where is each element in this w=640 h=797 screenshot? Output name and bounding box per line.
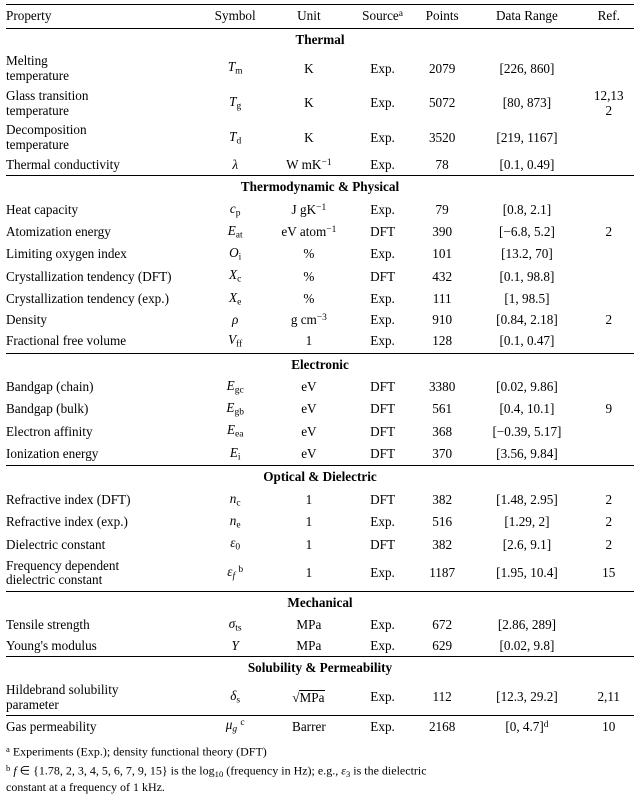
section-header-optical xyxy=(6,466,634,489)
cell-source: Exp. xyxy=(370,689,395,705)
cell-symbol: $E_{at}$ xyxy=(227,222,243,241)
cell-property: Electron affinity xyxy=(6,423,93,439)
cell-ref: 2,11 xyxy=(597,689,621,705)
col-header-points: Points xyxy=(414,5,471,29)
table-row xyxy=(6,637,634,657)
properties-table xyxy=(6,4,634,738)
cell-range: [12.3, 29.2] xyxy=(496,689,558,705)
cell-points: 2168 xyxy=(414,715,471,738)
table-row xyxy=(6,399,634,421)
cell-source: Exp. xyxy=(370,617,395,633)
cell-symbol: ρ xyxy=(232,311,239,327)
cell-source: Exp. xyxy=(370,290,395,306)
cell-points: 382 xyxy=(432,491,453,507)
cell-ref xyxy=(583,376,634,398)
section-header-solubility xyxy=(6,657,634,680)
cell-symbol: $\sigma_{ts}$ xyxy=(228,615,242,634)
cell-property: Tensile strength xyxy=(6,617,90,633)
cell-property: Refractive index (exp.) xyxy=(6,514,128,530)
cell-ref xyxy=(583,244,634,266)
cell-points: 382 xyxy=(432,536,453,552)
cell-symbol: $E_{ea}$ xyxy=(226,422,244,440)
cell-ref xyxy=(583,637,634,657)
cell-range: [−0.39, 5.17] xyxy=(492,423,562,439)
cell-range: [0.1, 98.8] xyxy=(499,268,555,284)
col-header-ref: Ref. xyxy=(583,5,634,29)
section-header-thermal xyxy=(6,29,634,52)
cell-symbol: $\mu_g$ $^c$ xyxy=(204,715,267,738)
cell-symbol: $V_{ff}$ xyxy=(228,331,243,350)
cell-ref xyxy=(583,443,634,466)
cell-range: [0.1, 0.47] xyxy=(499,332,555,348)
cell-symbol: $T_g$ xyxy=(229,93,242,112)
cell-unit: √MPa xyxy=(292,689,325,705)
table-row xyxy=(6,199,634,221)
cell-range: [2.6, 9.1] xyxy=(502,536,552,552)
section-title: Thermal xyxy=(6,29,634,52)
cell-property: Bandgap (bulk) xyxy=(6,401,89,417)
table-row xyxy=(6,155,634,175)
cell-symbol: $X_c$ xyxy=(229,267,242,286)
cell-ref: 2 xyxy=(605,536,613,552)
cell-source: Exp. xyxy=(370,201,395,217)
cell-symbol: $T_m$ xyxy=(227,59,243,78)
cell-symbol: $n_e$ xyxy=(229,512,241,531)
footnote-a: $^a$ Experiments (Exp.); density functional theory (DFT) xyxy=(6,744,267,759)
cell-ref: 15 xyxy=(602,564,616,580)
table-row xyxy=(6,330,634,353)
section-header-thermodynamic xyxy=(6,176,634,199)
cell-ref xyxy=(583,266,634,288)
cell-symbol: $X_e$ xyxy=(229,289,242,308)
cell-unit: eV xyxy=(301,445,317,461)
cell-property: Limiting oxygen index xyxy=(6,246,127,262)
cell-ref xyxy=(583,288,634,310)
cell-symbol: λ xyxy=(232,156,239,172)
cell-ref: 2 xyxy=(605,311,613,327)
cell-points: 128 xyxy=(432,332,453,348)
cell-points: 3380 xyxy=(428,379,456,395)
cell-property: Dielectric constant xyxy=(6,536,106,552)
cell-range: [1, 98.5] xyxy=(504,290,550,306)
cell-property: Refractive index (DFT) xyxy=(6,491,131,507)
cell-points: 910 xyxy=(432,311,453,327)
cell-points: 111 xyxy=(432,290,452,306)
cell-source: Exp. xyxy=(370,60,395,76)
col-header-property: Property xyxy=(6,5,204,29)
cell-symbol: Y xyxy=(231,638,239,654)
table-row xyxy=(6,534,634,556)
cell-points: 3520 xyxy=(428,129,456,145)
table-row xyxy=(6,556,634,591)
cell-source: Exp. xyxy=(370,564,395,580)
section-title: Thermodynamic & Physical xyxy=(6,176,634,199)
cell-property: Hildebrand solubility parameter xyxy=(6,681,119,712)
cell-property: Atomization energy xyxy=(6,224,111,240)
table-row xyxy=(6,288,634,310)
cell-property: Ionization energy xyxy=(6,445,99,461)
cell-unit: 1 xyxy=(305,332,313,348)
cell-range: [0.1, 0.49] xyxy=(499,156,555,172)
cell-ref xyxy=(583,421,634,443)
col-header-source: Source$^a$ xyxy=(351,5,414,29)
cell-symbol: $n_c$ xyxy=(229,490,241,509)
table-row xyxy=(6,244,634,266)
cell-points: 432 xyxy=(432,268,453,284)
table-row xyxy=(6,121,634,156)
cell-unit: 1 xyxy=(305,514,313,530)
cell-source: DFT xyxy=(370,445,396,461)
cell-source: Exp. xyxy=(370,156,395,172)
cell-points: 5072 xyxy=(428,95,456,111)
cell-points: 112 xyxy=(432,689,452,705)
cell-points: 2079 xyxy=(428,60,456,76)
cell-ref xyxy=(583,199,634,221)
cell-source: DFT xyxy=(370,401,396,417)
cell-symbol: $O_i$ xyxy=(229,245,242,263)
cell-source: Exp. xyxy=(370,311,395,327)
table-row xyxy=(6,221,634,243)
cell-range: [219, 1167] xyxy=(496,129,558,145)
cell-source: Exp. xyxy=(370,129,395,145)
cell-property: Decomposition temperature xyxy=(6,122,87,153)
table-row xyxy=(6,376,634,398)
table-row xyxy=(6,266,634,288)
cell-ref: 2 xyxy=(605,514,613,530)
cell-symbol: $E_{gc}$ xyxy=(226,377,244,396)
table-row xyxy=(6,680,634,715)
cell-source: Exp. xyxy=(370,332,395,348)
cell-unit: g $cm^{-3}$ xyxy=(290,311,327,327)
cell-unit: eV atom$^{-1}$ xyxy=(281,224,337,240)
cell-unit: eV xyxy=(301,379,317,395)
table-row xyxy=(6,614,634,636)
cell-property: Heat capacity xyxy=(6,201,79,217)
cell-symbol: $\varepsilon_f$ $^b$ xyxy=(227,563,244,582)
cell-symbol: $c_p$ xyxy=(229,200,241,219)
cell-ref: 9 xyxy=(605,401,613,417)
cell-unit: W $mK^{-1}$ xyxy=(286,156,332,172)
cell-points: 516 xyxy=(432,514,453,530)
table-body xyxy=(6,29,634,739)
cell-range: [1.29, 2] xyxy=(504,514,550,530)
cell-unit: % xyxy=(303,290,315,306)
cell-ref xyxy=(583,155,634,175)
section-title: Mechanical xyxy=(6,591,634,614)
cell-property: Density xyxy=(6,311,48,327)
cell-property: Fractional free volume xyxy=(6,332,127,348)
cell-ref xyxy=(583,52,634,87)
section-title: Optical & Dielectric xyxy=(6,466,634,489)
cell-unit: MPa xyxy=(296,638,322,654)
table-row xyxy=(6,511,634,533)
cell-ref: 2 xyxy=(605,224,613,240)
cell-points: 561 xyxy=(432,401,453,417)
table-row xyxy=(6,421,634,443)
cell-unit: K xyxy=(304,129,314,145)
cell-ref xyxy=(583,614,634,636)
cell-property: Crystallization tendency (exp.) xyxy=(6,290,169,306)
cell-unit: 1 xyxy=(305,491,313,507)
cell-range: [0.8, 2.1] xyxy=(502,201,552,217)
section-title: Solubility & Permeability xyxy=(6,657,634,680)
cell-property: Frequency dependent dielectric constant xyxy=(6,557,120,588)
cell-source: DFT xyxy=(370,423,396,439)
cell-property: Crystallization tendency (DFT) xyxy=(6,268,172,284)
table-row xyxy=(6,715,634,738)
cell-unit: K xyxy=(304,60,314,76)
cell-range: [80, 873] xyxy=(502,95,552,111)
cell-range: [−6.8, 5.2] xyxy=(499,224,555,240)
cell-unit: MPa xyxy=(296,617,322,633)
cell-points: 390 xyxy=(432,224,453,240)
cell-unit: K xyxy=(304,95,314,111)
cell-range: [0.02, 9.8] xyxy=(499,638,555,654)
cell-points: 1187 xyxy=(429,564,456,580)
cell-points: 629 xyxy=(432,638,453,654)
footnote-b: $^b$ f ∈ {1.78, 2, 3, 4, 5, 6, 7, 9, 15} is the $\log_{10}$ (frequency in Hz); e.g., $\varepsilon_3$ is the dielectric constant at a frequency of 1 kHz. xyxy=(6,762,427,794)
cell-source: DFT xyxy=(370,536,396,552)
cell-ref: 2 xyxy=(605,491,613,507)
section-header-electronic xyxy=(6,353,634,376)
section-header-mechanical xyxy=(6,591,634,614)
table-row xyxy=(6,86,634,121)
cell-symbol: $\delta_s$ xyxy=(230,687,241,706)
cell-range: [2.86, 289] xyxy=(497,617,557,633)
cell-symbol: $T_d$ xyxy=(229,128,242,147)
cell-range: [0.02, 9.86] xyxy=(496,379,558,395)
cell-property: Glass transition temperature xyxy=(6,87,89,118)
cell-source: Exp. xyxy=(370,514,395,530)
cell-property: Melting temperature xyxy=(6,53,69,84)
cell-ref: 10 xyxy=(583,715,634,738)
table-row xyxy=(6,443,634,466)
cell-points: 78 xyxy=(435,156,449,172)
cell-source: DFT xyxy=(370,379,396,395)
cell-symbol: $E_{gb}$ xyxy=(226,400,244,418)
cell-source: Exp. xyxy=(370,638,395,654)
section-title: Electronic xyxy=(6,353,634,376)
cell-unit: 1 xyxy=(305,564,313,580)
cell-unit: 1 xyxy=(305,536,313,552)
cell-unit: % xyxy=(303,246,315,262)
col-header-unit: Unit xyxy=(266,5,351,29)
table-footnotes xyxy=(6,743,634,797)
cell-source: Exp. xyxy=(351,715,414,738)
cell-source: DFT xyxy=(370,491,396,507)
cell-source: DFT xyxy=(370,268,396,284)
cell-property: Young's modulus xyxy=(6,638,97,654)
cell-property: Thermal conductivity xyxy=(6,156,120,172)
cell-range: [1.48, 2.95] xyxy=(496,491,558,507)
cell-unit: eV xyxy=(301,423,317,439)
col-header-symbol: Symbol xyxy=(204,5,267,29)
cell-property: Gas permeability xyxy=(6,715,204,738)
cell-source: Exp. xyxy=(370,246,395,262)
cell-ref xyxy=(583,330,634,353)
cell-unit: % xyxy=(303,268,315,284)
cell-range: [226, 860] xyxy=(499,60,555,76)
col-header-range: Data Range xyxy=(470,5,583,29)
cell-range: [3.56, 9.84] xyxy=(496,445,558,461)
cell-source: Exp. xyxy=(370,95,395,111)
cell-ref xyxy=(583,121,634,156)
cell-symbol: $E_i$ xyxy=(229,444,241,463)
cell-symbol: $\varepsilon_0$ xyxy=(230,535,241,553)
table-row xyxy=(6,310,634,330)
cell-points: 368 xyxy=(432,423,453,439)
cell-range: [0.4, 10.1] xyxy=(499,401,555,417)
cell-unit: J $gK^{-1}$ xyxy=(291,201,327,217)
cell-ref: 12,13 2 xyxy=(593,87,624,118)
cell-range: [1.95, 10.4] xyxy=(496,564,558,580)
cell-property: Bandgap (chain) xyxy=(6,379,94,395)
table-header xyxy=(6,5,634,29)
table-row xyxy=(6,489,634,511)
cell-source: DFT xyxy=(370,224,396,240)
cell-range: [0.84, 2.18] xyxy=(496,311,558,327)
cell-points: 672 xyxy=(432,617,453,633)
cell-unit: eV xyxy=(301,401,317,417)
cell-unit: Barrer xyxy=(266,715,351,738)
cell-range: [0, 4.7]$^d$ xyxy=(470,715,583,738)
table-row xyxy=(6,52,634,87)
cell-points: 370 xyxy=(432,445,453,461)
cell-points: 79 xyxy=(435,201,449,217)
cell-range: [13.2, 70] xyxy=(501,246,553,262)
cell-points: 101 xyxy=(432,246,453,262)
